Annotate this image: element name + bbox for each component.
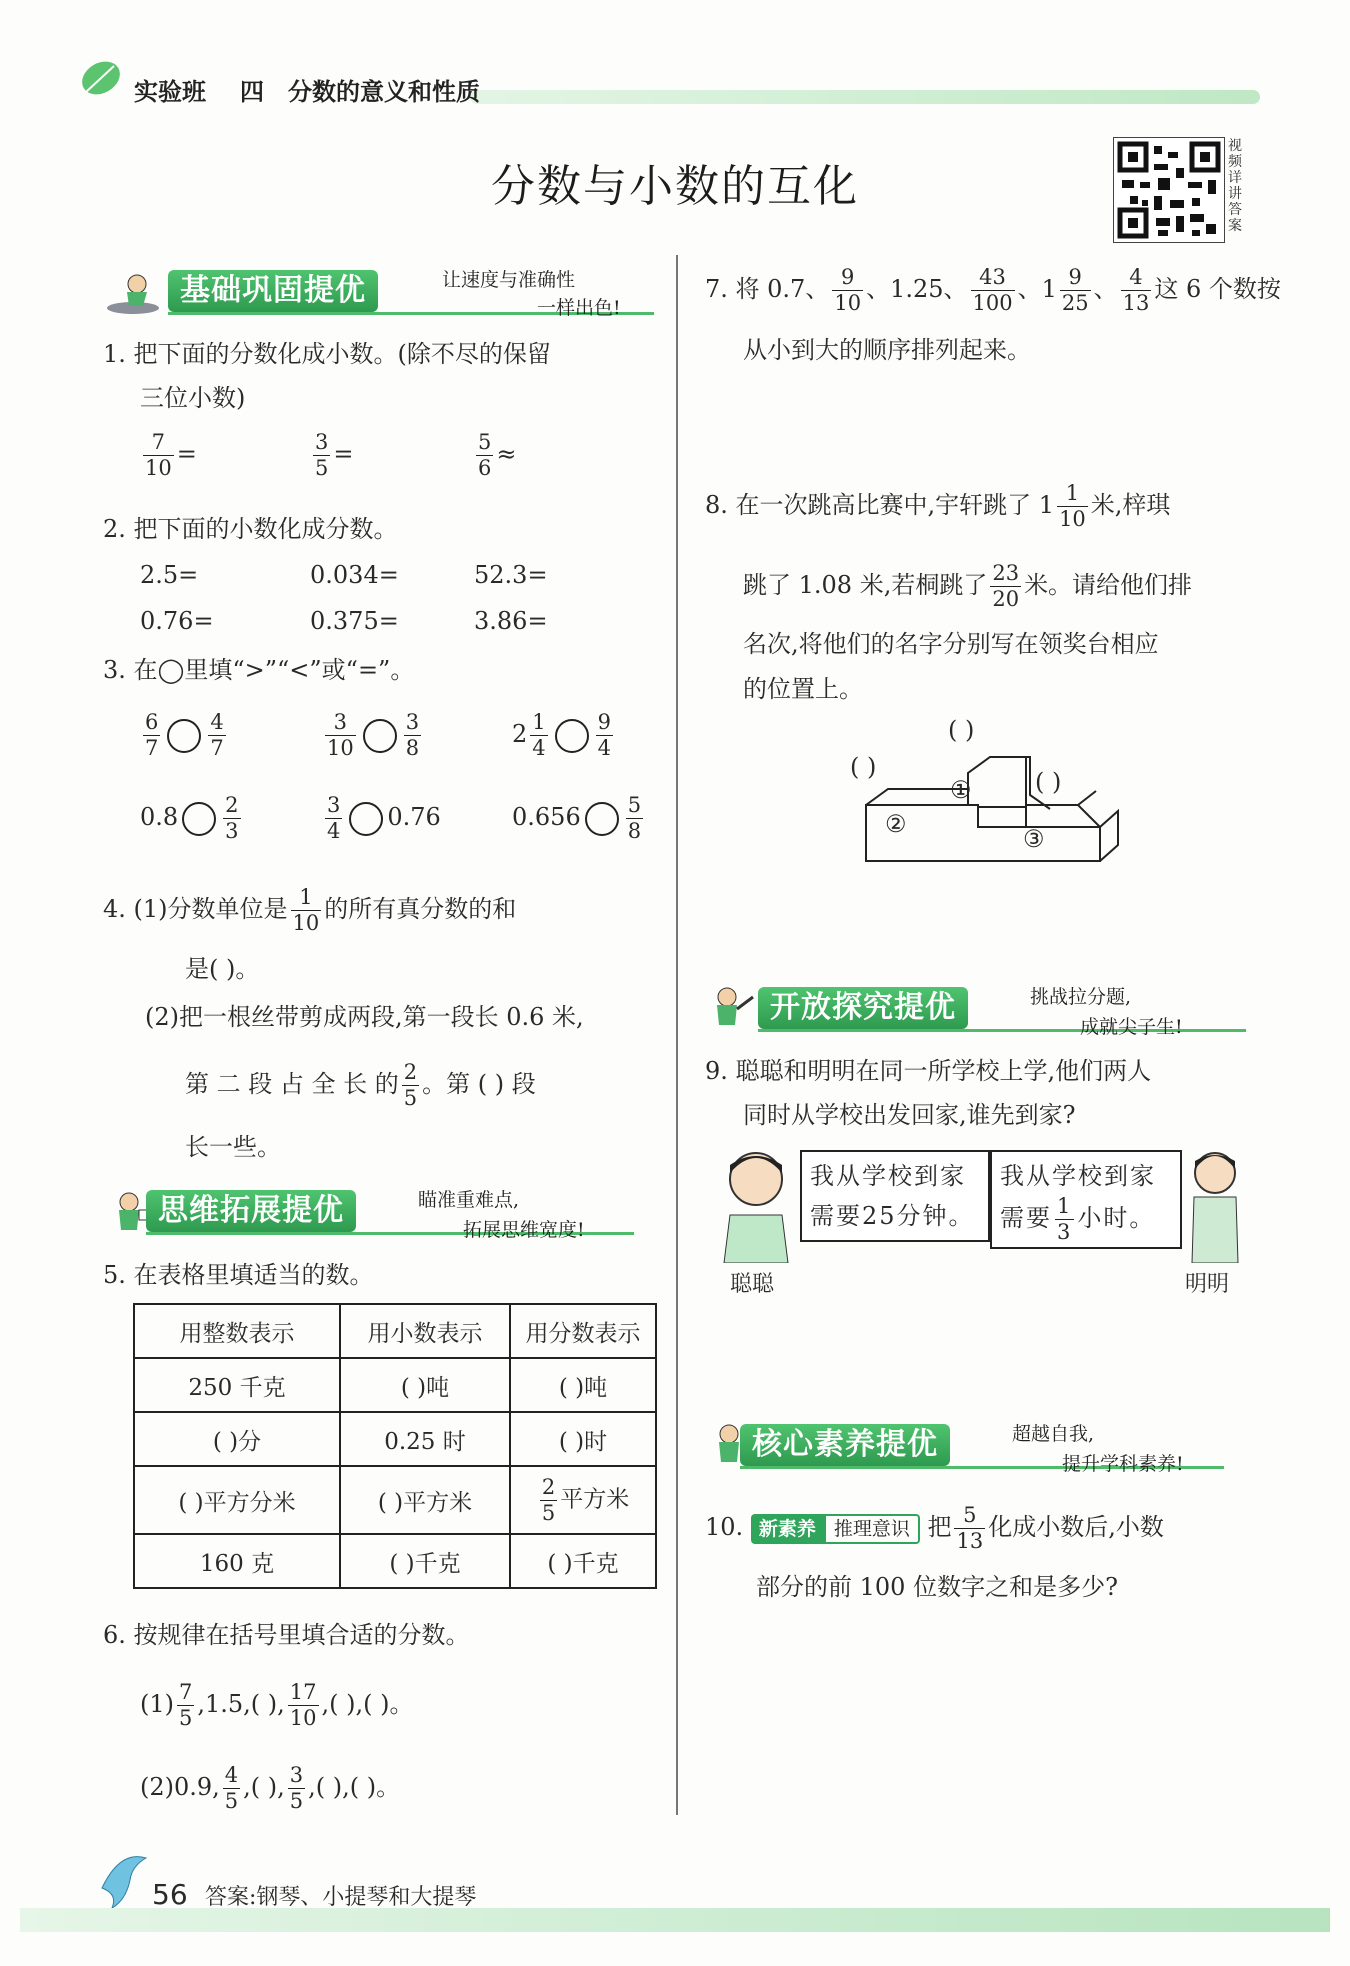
q2-text: 2. 把下面的小数化成分数。 — [103, 515, 398, 543]
section-core-tag1: 超越自我, — [1012, 1423, 1095, 1445]
table-cell: 0.25 时 — [340, 1412, 510, 1466]
table-cell[interactable]: ( )吨 — [510, 1358, 656, 1412]
q8-line2: 跳了 1.08 米,若桐跳了 $\frac{23}{20}$ 米。请给他们排 — [743, 561, 1193, 611]
table-header: 用分数表示 — [510, 1304, 656, 1358]
qr-code-icon — [1114, 138, 1224, 242]
section-core-banner: 核心素养提优 — [740, 1424, 950, 1466]
compare-circle[interactable] — [363, 719, 397, 753]
table-header: 用小数表示 — [340, 1304, 510, 1358]
section-thinking-banner: 思维拓展提优 — [146, 1190, 356, 1232]
q3-compare: $\frac{6}{7}$ $\frac{4}{7}$ — [145, 710, 224, 760]
footer-answer: 答案:钢琴、小提琴和大提琴 — [205, 1885, 477, 1910]
table-row — [134, 1534, 656, 1588]
header-unit-title: 分数的意义和性质 — [288, 78, 480, 106]
section-core-tag2: 提升学科素养! — [1062, 1453, 1184, 1475]
q5-table — [133, 1303, 657, 1589]
section-open-tag2: 成就尖子生! — [1080, 1016, 1183, 1038]
table-cell[interactable]: ( )时 — [510, 1412, 656, 1466]
compare-circle[interactable] — [349, 802, 383, 836]
kid-pointing-icon — [705, 985, 763, 1031]
section-open-tag1: 挑战拉分题, — [1030, 986, 1132, 1008]
section-thinking-tag1: 瞄准重难点, — [418, 1189, 520, 1211]
podium-first: ① — [950, 776, 972, 804]
section-thinking-tag2: 拓展思维宽度! — [463, 1219, 585, 1241]
q4-part1-end: 是( )。 — [185, 955, 260, 983]
q1-item-1: $\frac{7}{10}$ = — [145, 430, 197, 480]
badge-new-literacy: 新素养 — [751, 1514, 824, 1544]
q4-part2-b: 第 二 段 占 全 长 的 $\frac{2}{5}$ 。第 ( ) 段 — [185, 1060, 536, 1110]
q4-part2-end: 长一些。 — [185, 1133, 281, 1161]
q3-compare: 0.656 $\frac{5}{8}$ — [512, 793, 642, 843]
boy-mingming-icon — [1180, 1143, 1250, 1263]
section-open-banner: 开放探究提优 — [758, 987, 968, 1029]
q3-text: 3. 在◯里填“>”“<”或“=”。 — [103, 656, 415, 684]
page-title: 分数与小数的互化 — [491, 161, 859, 212]
table-cell[interactable]: ( )吨 — [340, 1358, 510, 1412]
qr-label: 视频详讲答案 — [1228, 138, 1242, 234]
table-row — [134, 1412, 656, 1466]
speech-congcong: 我从学校到家 需要25分钟。 — [800, 1150, 990, 1242]
q2-item: 52.3= — [474, 561, 548, 589]
table-cell[interactable]: ( )分 — [134, 1412, 340, 1466]
q6-seq1: (1) $\frac{7}{5}$ ,1.5,( ), $\frac{17}{10}$ ,( ),( )。 — [140, 1680, 414, 1730]
podium-blank-first[interactable]: ( ) — [948, 716, 975, 744]
q3-compare: 2 $\frac{1}{4}$ $\frac{9}{4}$ — [512, 710, 612, 760]
podium-second: ② — [885, 810, 907, 838]
section-basic-tag1: 让速度与准确性 — [442, 269, 576, 291]
q10-line2: 部分的前 100 位数字之和是多少? — [756, 1573, 1118, 1601]
footer-bar — [20, 1908, 1330, 1932]
qr-code[interactable] — [1113, 137, 1225, 243]
compare-circle[interactable] — [555, 719, 589, 753]
podium-blank-second[interactable]: ( ) — [850, 753, 877, 781]
q10-line1: 10. 新素养 推理意识 把 $\frac{5}{13}$ 化成小数后,小数 — [705, 1503, 1164, 1553]
name-mingming: 明明 — [1185, 1272, 1230, 1297]
compare-circle[interactable] — [585, 802, 619, 836]
q9-line1: 9. 聪聪和明明在同一所学校上学,他们两人 — [705, 1057, 1152, 1085]
podium-diagram — [860, 745, 1120, 865]
compare-circle[interactable] — [182, 802, 216, 836]
table-header: 用整数表示 — [134, 1304, 340, 1358]
column-divider — [676, 255, 678, 1815]
leaf-logo-icon — [78, 56, 124, 100]
table-cell: $\frac{2}{5}$ 平方米 — [510, 1466, 656, 1534]
q5-text: 5. 在表格里填适当的数。 — [103, 1261, 374, 1289]
badge-reasoning: 推理意识 — [824, 1514, 920, 1544]
header-series: 实验班 — [134, 78, 206, 106]
q2-item: 3.86= — [474, 607, 548, 635]
table-cell[interactable]: ( )平方米 — [340, 1466, 510, 1534]
q2-item: 0.375= — [310, 607, 399, 635]
q3-compare: $\frac{3}{4}$ 0.76 — [327, 793, 441, 843]
q1-item-3: $\frac{5}{6}$ ≈ — [478, 430, 517, 480]
q7-text2: 从小到大的顺序排列起来。 — [743, 336, 1031, 364]
table-row — [134, 1466, 656, 1534]
q4-part2: (2)把一根丝带剪成两段,第一段长 0.6 米, — [145, 1003, 584, 1031]
compare-circle[interactable] — [167, 719, 201, 753]
page-number: 56 — [152, 1878, 188, 1911]
q1-text2: 三位小数) — [140, 384, 246, 412]
podium-third: ③ — [1023, 825, 1045, 853]
q2-item: 0.034= — [310, 561, 399, 589]
q7-text: 7. 将 0.7、 $\frac{9}{10}$ 、1.25、 $\frac{43}{100}$ 、1 $\frac{9}{25}$ 、 $\frac{4}{13}$ 这 6 个数按 — [705, 265, 1281, 315]
boy-congcong-icon — [716, 1143, 796, 1263]
q6-seq2: (2)0.9, $\frac{4}{5}$ ,( ), $\frac{3}{5}$ ,( ),( )。 — [140, 1763, 401, 1813]
q1-text: 1. 把下面的分数化成小数。(除不尽的保留 — [103, 340, 551, 368]
podium-blank-third[interactable]: ( ) — [1035, 768, 1062, 796]
section-basic-banner: 基础巩固提优 — [168, 270, 378, 312]
q3-compare: $\frac{3}{10}$ $\frac{3}{8}$ — [327, 710, 420, 760]
q8-line1: 8. 在一次跳高比赛中,宇轩跳了 1 $\frac{1}{10}$ 米,梓琪 — [705, 481, 1171, 531]
speech-mingming: 我从学校到家 需要 $\frac{1}{3}$ 小时。 — [990, 1150, 1182, 1249]
table-cell[interactable]: ( )千克 — [510, 1534, 656, 1588]
header-bar — [470, 90, 1260, 104]
q4-part1: 4. (1)分数单位是 $\frac{1}{10}$ 的所有真分数的和 — [103, 885, 517, 935]
q9-line2: 同时从学校出发回家,谁先到家? — [743, 1101, 1076, 1129]
q2-item: 2.5= — [140, 561, 199, 589]
name-congcong: 聪聪 — [730, 1272, 775, 1297]
q1-item-2: $\frac{3}{5}$ = — [315, 430, 354, 480]
section-basic-tag2: 一样出色! — [537, 297, 621, 319]
q8-line3: 名次,将他们的名字分别写在领奖台相应 — [743, 630, 1159, 658]
header-unit-no: 四 — [240, 78, 264, 106]
kid-skateboard-icon — [103, 270, 161, 316]
q2-item: 0.76= — [140, 607, 214, 635]
table-cell[interactable]: ( )平方分米 — [134, 1466, 340, 1534]
q6-text: 6. 按规律在括号里填合适的分数。 — [103, 1621, 470, 1649]
table-cell[interactable]: ( )千克 — [340, 1534, 510, 1588]
table-cell: 160 克 — [134, 1534, 340, 1588]
q8-line4: 的位置上。 — [743, 675, 863, 703]
table-cell: 250 千克 — [134, 1358, 340, 1412]
table-row — [134, 1358, 656, 1412]
q3-compare: 0.8 $\frac{2}{3}$ — [140, 793, 239, 843]
